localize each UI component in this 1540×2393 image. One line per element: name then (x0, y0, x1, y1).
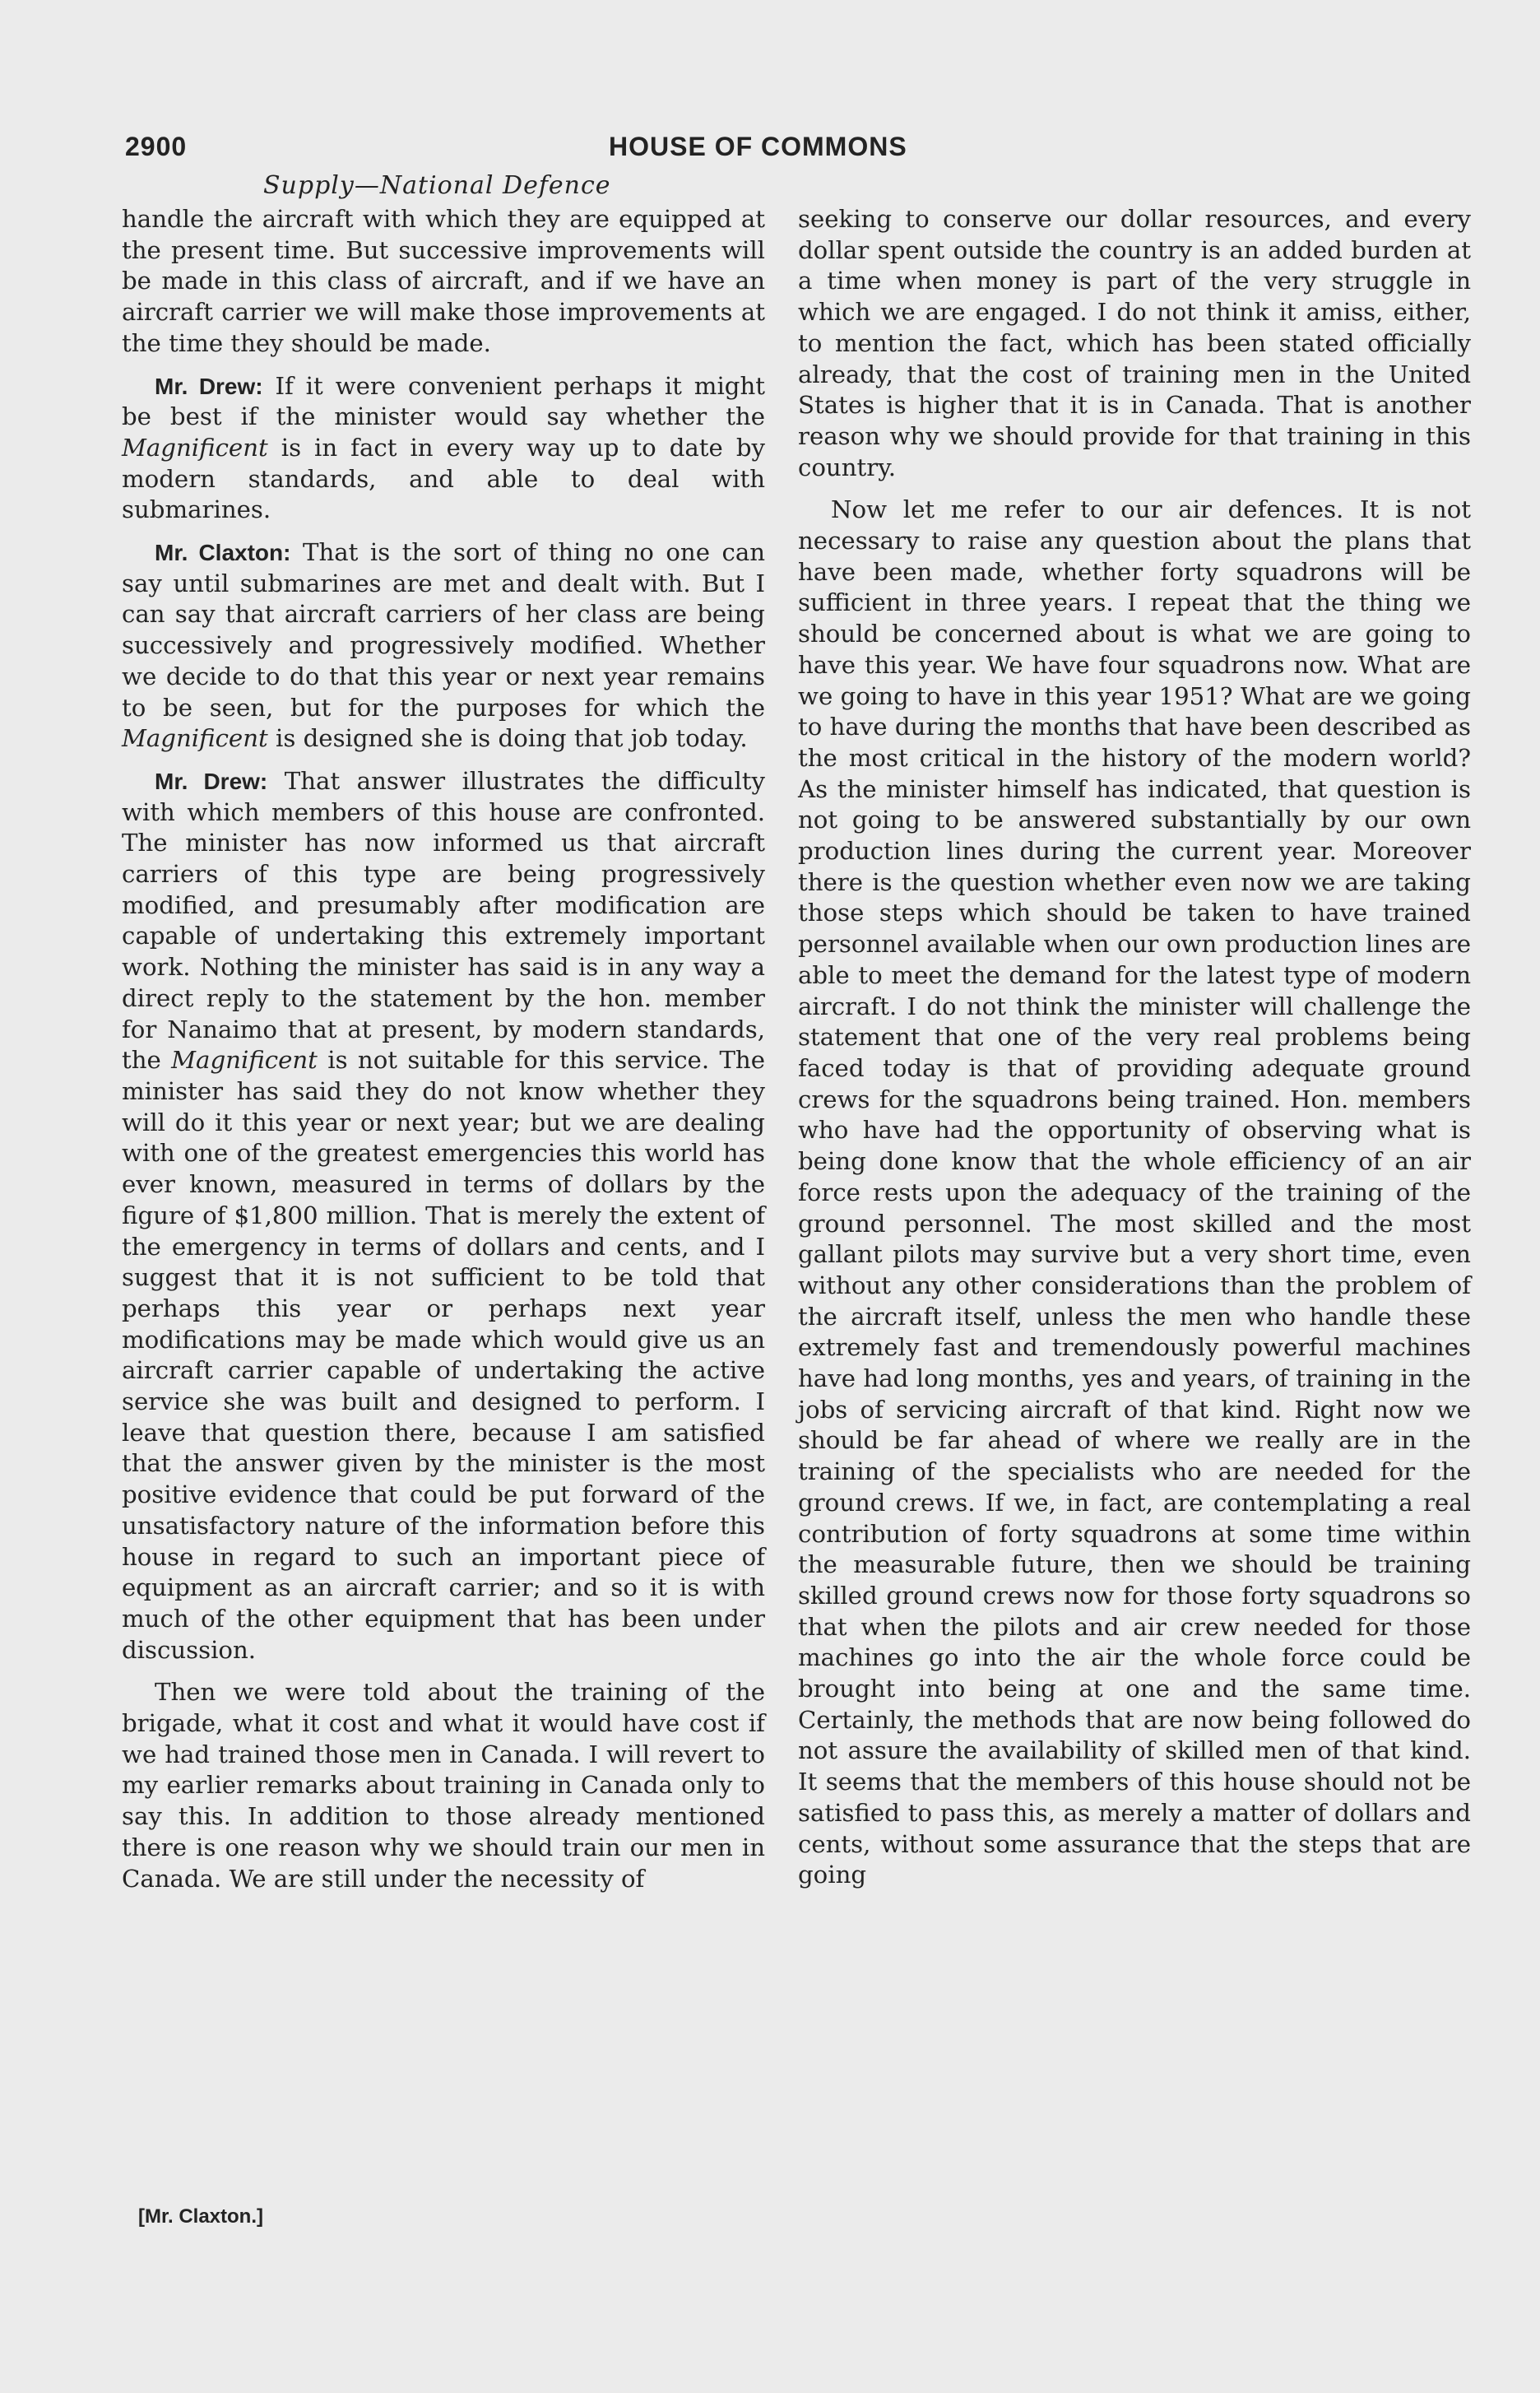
speaker-name: Mr. Claxton: (155, 540, 291, 566)
speaker-name: Mr. Drew: (155, 373, 263, 399)
running-title: HOUSE OF COMMONS (609, 132, 907, 161)
paragraph-text: Then we were told about the training of the brigade, what it cost and what it would have cost if we had trained those men in Canada. I will revert to my earlier remarks about training in Canada only to say this. In addition to those already mentioned there is one reason why we should train our men in Canada. We are still under the necessity of (122, 1678, 765, 1893)
ship-name: Magnificent (171, 1046, 318, 1075)
page-number: 2900 (125, 132, 188, 161)
paragraph-text: is designed she is doing that job today. (276, 724, 748, 753)
paragraph-text: If it were convenient perhaps it might be best if the minister would say whether the (122, 371, 765, 431)
paragraph-text: handle the aircraft with which they are equipped at the present time. But successive improvements will be made in this class of aircraft, and if we have an aircraft carrier we will make those improvements at the time they should be made. (122, 205, 765, 357)
paragraph (122, 1677, 765, 1894)
paragraph (122, 537, 765, 755)
ship-name: Magnificent (122, 433, 268, 462)
paragraph-text: is not suitable for this service. The minister has said they do not know whether they will do it this year or next year; but we are dealing with one of the greatest emergencies this world has ever known, measured in terms of dollars by the figure of $1,800 million. That is merely the extent of the emergency in terms of dollars and cents, and I suggest that it is not sufficient to be told that perhaps this year or perhaps next year modifications may be made which would give us an aircraft carrier capable of undertaking the active service she was built and designed to perform. I leave that question there, because I am satisfied that the answer given by the minister is the most positive evidence that could be put forward of the unsatisfactory nature of the information before this house in regard to such an important piece of equipment as an aircraft carrier; and so it is with much of the other equipment that has been under discussion. (122, 1046, 765, 1664)
paragraph (122, 204, 765, 360)
paragraph-text: is in fact in every way up to date by modern standards, and able to deal with submarines. (122, 433, 765, 524)
paragraph-text: That is the sort of thing no one can say until submarines are met and dealt with. But I can say that aircraft carriers of her class are being successively and progressively modified. Whether we decide to do that this year or next year remains to be seen, but for the purposes for which the (122, 538, 766, 722)
paragraph (122, 766, 765, 1666)
right-column (798, 204, 1471, 1903)
footer-attribution: [Mr. Claxton.] (138, 2205, 264, 2228)
paragraph (798, 495, 1471, 1891)
section-subtitle: Supply—National Defence (263, 171, 611, 200)
ship-name: Magnificent (122, 724, 268, 753)
paragraph (798, 204, 1471, 483)
paragraph (122, 371, 765, 527)
paragraph-text: Now let me refer to our air defences. It is not necessary to raise any question about the plans that have been made, whether forty squadrons will be sufficient in three years. I repeat that the thing we should be concerned about is what we are going to have this year. We have four squadrons now. What are we going to have in this year 1951? What are we going to have during the months that have been described as the most critical in the history of the modern world? As the minister himself has indicated, that question is not going to be answered substantially by our own production lines during the current year. Moreover there is the question whether even now we are taking those steps which should be taken to have trained personnel available when our own production lines are able to meet the demand for the latest type of modern aircraft. I do not think the minister will challenge the statement that one of the very real problems being faced today is that of providing adequate ground crews for the squadrons being trained. Hon. members who have had the opportunity of observing what is being done know that the whole efficiency of an air force rests upon the adequacy of the training of the ground personnel. The most skilled and the most gallant pilots may survive but a very short time, even without any other considerations than the problem of the aircraft itself, unless the men who handle these extremely fast and tremendously powerful machines have had long months, yes and years, of training in the jobs of servicing aircraft of that kind. Right now we should be far ahead of where we really are in the training of the specialists who are needed for the ground crews. If we, in fact, are contemplating a real contribution of forty squadrons at some time within the measurable future, then we should be training skilled ground crews now for those forty squadrons so that when the pilots and air crew needed for those machines go into the air the whole force could be brought into being at one and the same time. Certainly, the methods that are now being followed do not assure the availability of skilled men of that kind. It seems that the members of this house should not be satisfied to pass this, as merely a matter of dollars and cents, without some assurance that the steps that are going (798, 495, 1471, 1889)
speaker-name: Mr. Drew: (155, 768, 268, 794)
paragraph-text: That answer illustrates the difficulty with which members of this house are confronted. The minister has now informed us that aircraft carriers of this type are being progressively modified, and presumably after modification are capable of undertaking this extremely important work. Nothing the minister has said is in any way a direct reply to the statement by the hon. member for Nanaimo that at present, by modern standards, the (122, 766, 766, 1075)
paragraph-text: seeking to conserve our dollar resources, and every dollar spent outside the country is an added burden at a time when money is part of the very struggle in which we are engaged. I do not think it amiss, either, to mention the fact, which has been stated officially already, that the cost of training men in the United States is higher that it is in Canada. That is another reason why we should provide for that training in this country. (798, 205, 1471, 481)
left-column (122, 204, 765, 1906)
